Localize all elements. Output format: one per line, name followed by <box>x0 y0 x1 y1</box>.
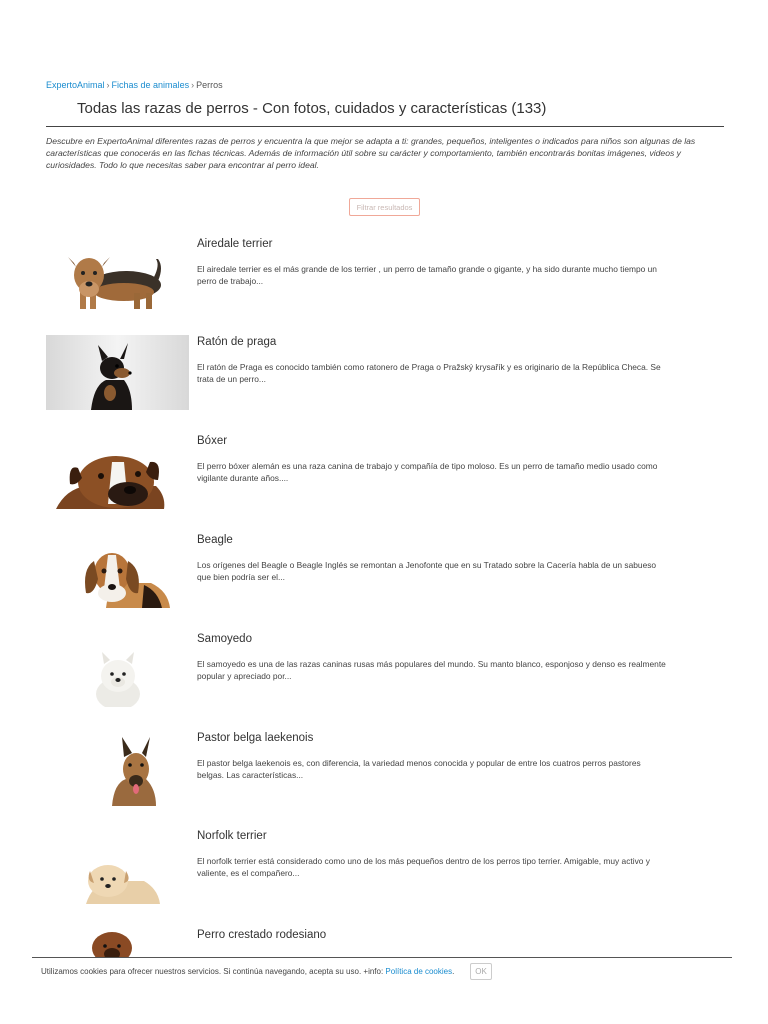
cookie-notice-period: . <box>452 967 455 976</box>
breed-thumbnail[interactable] <box>46 335 189 410</box>
breed-thumbnail[interactable] <box>46 434 189 509</box>
breed-description: El norfolk terrier está considerado como uno de los más pequeños dentro de los perros tipo terrier. Amigable, muy activo y valiente, es el compañero... <box>197 856 650 878</box>
breed-name-link[interactable]: Beagle <box>197 534 233 546</box>
samoyedo-dog-image <box>46 632 189 707</box>
cookie-notice-text: Utilizamos cookies para ofrecer nuestros servicios. Si continúa navegando, acepta su uso. +info: <box>41 967 386 976</box>
airedale-dog-image <box>46 237 189 312</box>
breadcrumb-separator: › <box>106 80 110 90</box>
breed-description: El perro bóxer alemán es una raza canina de trabajo y compañía de tipo moloso. Es un perro de tamaño medio usado como vigilante durante años.... <box>197 461 658 483</box>
breed-thumbnail[interactable] <box>46 632 189 707</box>
breed-name-link[interactable]: Bóxer <box>197 435 228 447</box>
cookie-ok-button[interactable]: OK <box>470 963 492 980</box>
breed-item-raton-de-praga[interactable] <box>46 335 736 415</box>
breed-item-airedale-terrier[interactable] <box>46 237 736 317</box>
breed-thumbnail[interactable] <box>46 829 189 904</box>
breed-name-link[interactable]: Airedale terrier <box>197 238 273 250</box>
breed-description: Los orígenes del Beagle o Beagle Inglés se remontan a Jenofonte que en su Tratado sobre la Cacería habla de un sabueso que bien podría ser el... <box>197 560 657 582</box>
page-title: Todas las razas de perros - Con fotos, cuidados y características (133) <box>77 100 547 117</box>
beagle-dog-image <box>46 533 189 608</box>
breed-name-link[interactable]: Norfolk terrier <box>197 830 267 842</box>
breed-description: El ratón de Praga es conocido también como ratonero de Praga o Pražský krysařík y es originario de la República Checa. Se trata de un perro... <box>197 362 661 384</box>
breed-thumbnail[interactable] <box>46 237 189 312</box>
breed-thumbnail[interactable] <box>46 731 189 806</box>
raton-de-praga-dog-image <box>46 335 189 410</box>
cookie-consent-bar <box>32 957 732 987</box>
pastor-belga-dog-image <box>46 731 189 806</box>
intro-text: Descubre en ExpertoAnimal diferentes razas de perros y encuentra la que mejor se adapta a ti: grandes, pequeños, inteligentes o indicados para niños son algunas de las características que conocerás en las fichas técnicas. Además de información útil sobre su carácter y comportamiento, también encontrarás bonitas imágenes, videos y curiosidades. Todo lo que necesitas saber para encontrar al perro ideal. <box>46 136 696 170</box>
norfolk-terrier-dog-image <box>46 829 189 904</box>
breadcrumb-section-link[interactable]: Fichas de animales <box>111 80 190 90</box>
breed-name-link[interactable]: Samoyedo <box>197 633 252 645</box>
breed-item-samoyedo[interactable] <box>46 632 736 712</box>
breadcrumb <box>46 80 223 90</box>
cookie-notice <box>41 967 454 976</box>
breed-item-pastor-belga-laekenois[interactable] <box>46 731 736 811</box>
breed-name-link[interactable]: Perro crestado rodesiano <box>197 929 327 941</box>
breadcrumb-home-link[interactable]: ExpertoAnimal <box>46 80 105 90</box>
breed-name-link[interactable]: Pastor belga laekenois <box>197 732 314 744</box>
filter-results-button[interactable]: Filtrar resultados <box>349 198 420 216</box>
breadcrumb-separator: › <box>191 80 195 90</box>
breed-item-beagle[interactable] <box>46 533 736 613</box>
breed-name-link[interactable]: Ratón de praga <box>197 336 277 348</box>
breed-thumbnail[interactable] <box>46 533 189 608</box>
breed-item-boxer[interactable] <box>46 434 736 514</box>
breed-description: El pastor belga laekenois es, con diferencia, la variedad menos conocida y popular de entre los cuatros perros pastores belgas. Las características... <box>197 758 641 780</box>
breadcrumb-current: Perros <box>196 80 223 90</box>
cookie-policy-link[interactable]: Política de cookies <box>385 967 453 976</box>
breed-item-norfolk-terrier[interactable] <box>46 829 736 909</box>
breed-description: El samoyedo es una de las razas caninas rusas más populares del mundo. Su manto blanco, esponjoso y denso es realmente popular y apreciado por... <box>197 659 666 681</box>
breed-description: El airedale terrier es el más grande de los terrier , un perro de tamaño grande o gigante, y ha sido durante mucho tiempo un perro de trabajo... <box>197 264 657 286</box>
boxer-dog-image <box>46 434 189 509</box>
title-divider <box>46 126 724 127</box>
